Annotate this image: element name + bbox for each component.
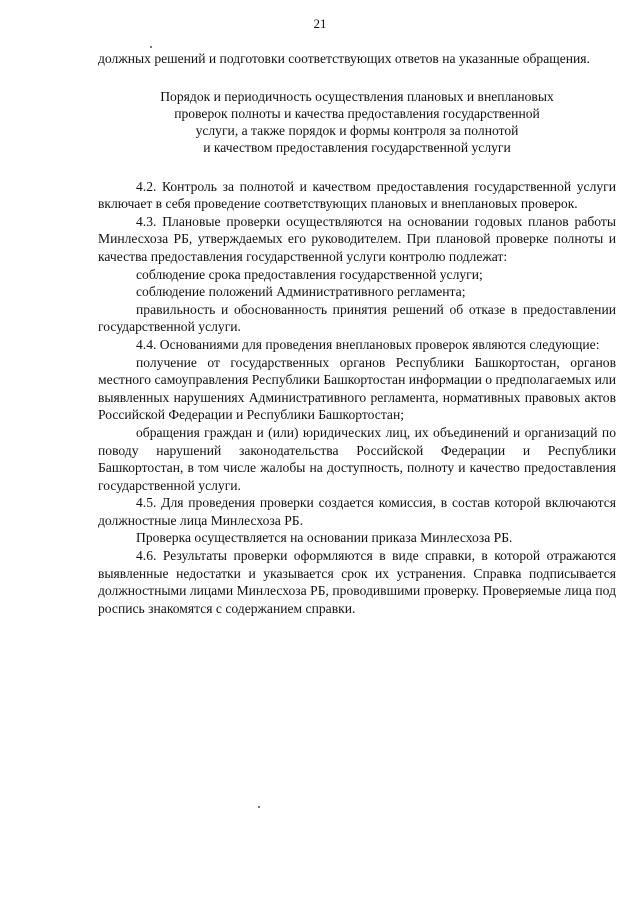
scan-speck xyxy=(150,46,152,48)
paragraph-4-6: 4.6. Результаты проверки оформляются в виде справки, в которой отражаются выявленные недостатки и указывается срок их устранения. Справка подписывается должностными лицами Минлесхоза РБ, проводившими проверку. Проверяемые лица под роспись знакомятся с содержанием справки. xyxy=(98,548,616,616)
list-item-information: получение от государственных органов Республики Башкортостан, органов местного самоуправления Республики Башкортостан информации о предполагаемых или выявленных нарушениях Административного регламента, нормативных правовых актов Российской Федерации и Республики Башкортостан; xyxy=(98,354,616,423)
heading-line: Порядок и периодичность осуществления плановых и внеплановых xyxy=(160,88,554,104)
list-item-appeals: обращения граждан и (или) юридических лиц, их объединений и организаций по поводу нарушений законодательства Российской Федерации и Республики Башкортостан, в том числе жалобы на доступность, полноту и качество предоставления государственной услуги. xyxy=(98,424,616,493)
section-heading xyxy=(98,88,616,156)
paragraph-4-4: 4.4. Основаниями для проведения внеплановых проверок являются следующие: xyxy=(136,336,600,352)
paragraph-4-5: 4.5. Для проведения проверки создается комиссия, в состав которой включаются должностные лица Минлесхоза РБ. xyxy=(98,495,616,528)
scan-speck xyxy=(258,806,260,808)
list-item-refusal: правильность и обоснованность принятия решений об отказе в предоставлении государственной услуги. xyxy=(98,301,616,335)
heading-line: проверок полноты и качества предоставления государственной xyxy=(174,105,540,121)
heading-line: и качеством предоставления государственной услуги xyxy=(203,139,511,155)
document-body xyxy=(98,50,616,617)
paragraph-4-3: 4.3. Плановые проверки осуществляются на основании годовых планов работы Минлесхоза РБ, утверждаемых его руководителем. При плановой проверке полноты и качества предоставления государственной услуги контролю подлежат: xyxy=(98,213,616,264)
list-item-deadline: соблюдение срока предоставления государственной услуги; xyxy=(136,266,483,282)
paragraph-4-2: 4.2. Контроль за полнотой и качеством предоставления государственной услуги включает в себя проведение соответствующих плановых и внеплановых проверок. xyxy=(98,178,616,212)
paragraph-continuation: должных решений и подготовки соответствующих ответов на указанные обращения. xyxy=(98,51,590,66)
list-item-regulation: соблюдение положений Административного регламента; xyxy=(136,284,466,300)
heading-line: услуги, а также порядок и формы контроля за полнотой xyxy=(195,122,519,138)
page-number: 21 xyxy=(313,16,327,31)
paragraph-order: Проверка осуществляется на основании приказа Минлесхоза РБ. xyxy=(136,530,513,546)
